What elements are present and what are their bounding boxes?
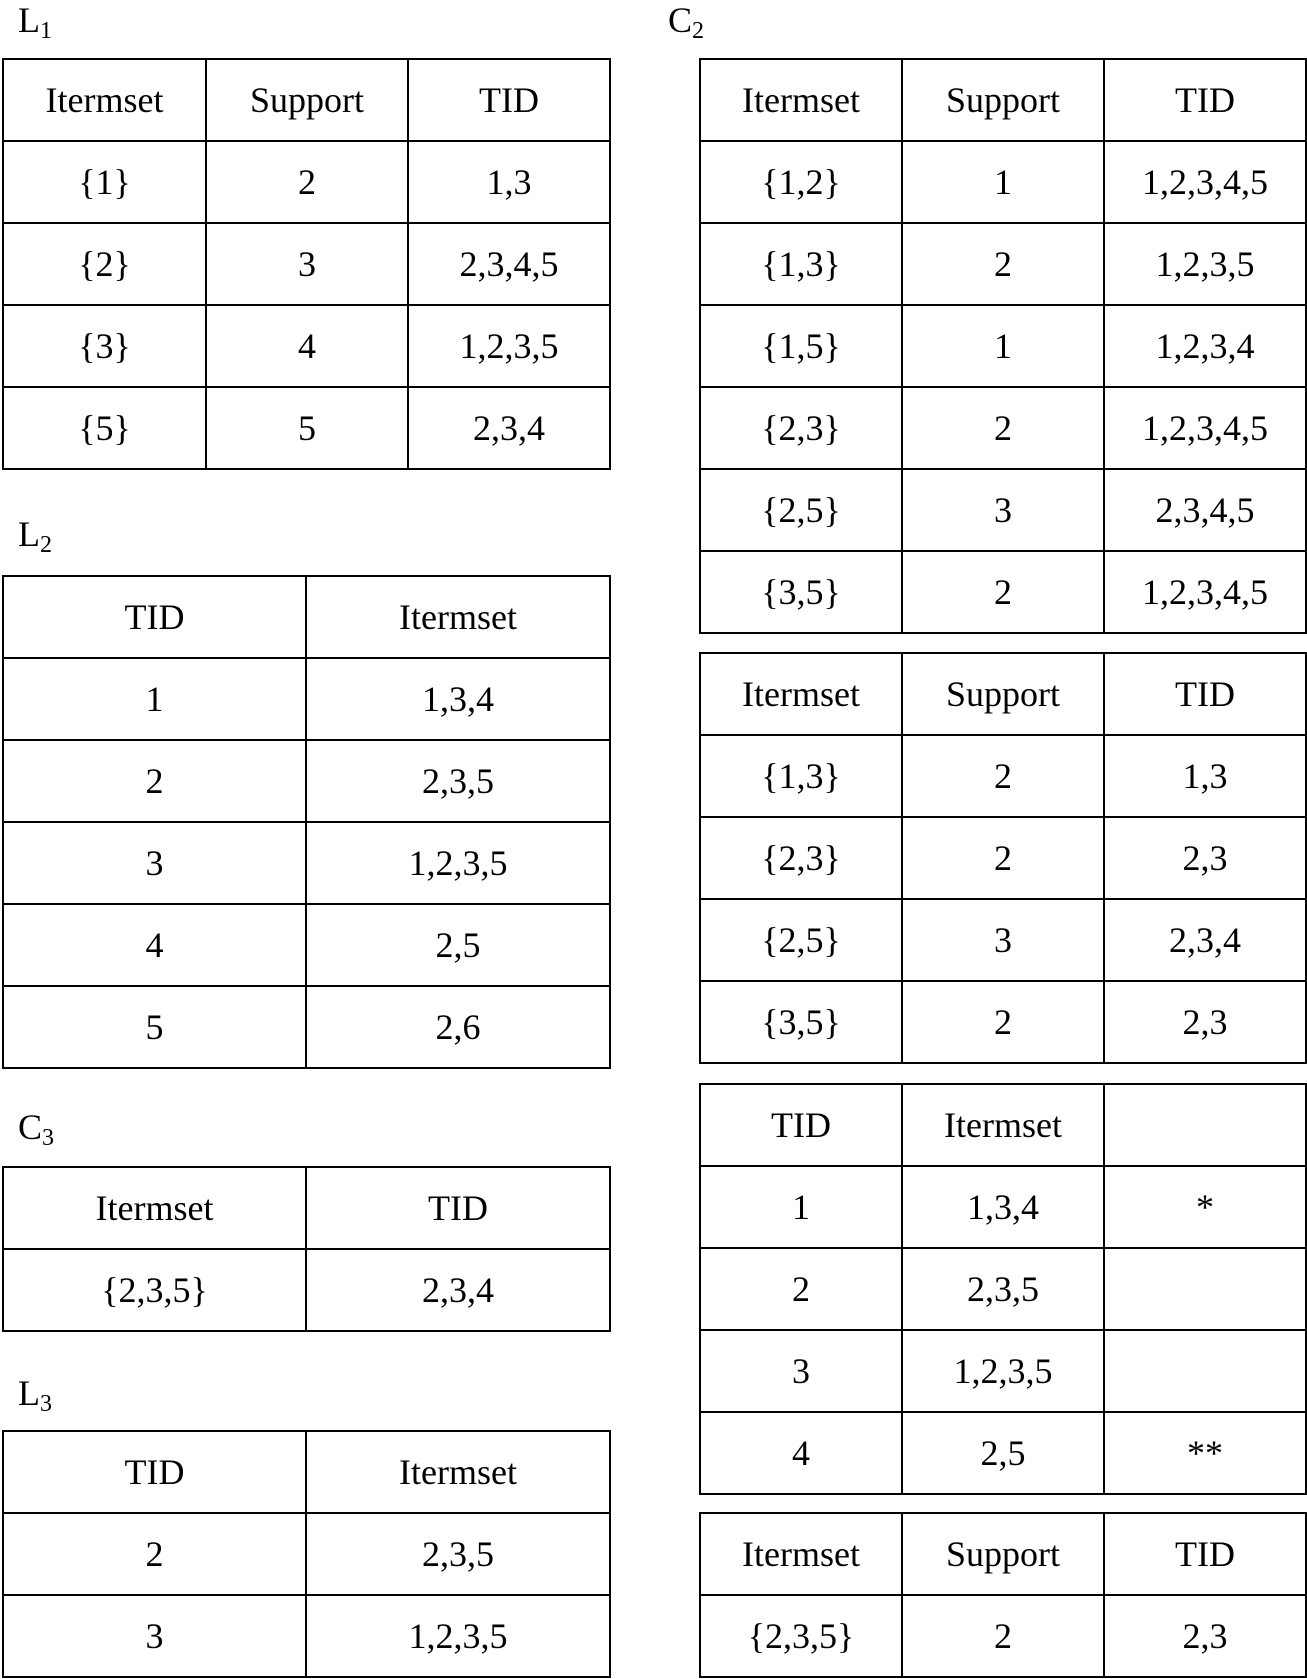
table-row bbox=[3, 822, 610, 904]
table-cell: 1,2,3,4,5 bbox=[1104, 387, 1306, 469]
table-row bbox=[700, 1248, 1306, 1330]
table-cell: 2,3,4,5 bbox=[408, 223, 610, 305]
header-cell: TID bbox=[306, 1167, 610, 1249]
table-l1 bbox=[2, 58, 611, 470]
table-cell: 1,2,3,5 bbox=[408, 305, 610, 387]
header-cell: Itermset bbox=[700, 59, 902, 141]
table-cell: 2,6 bbox=[306, 986, 610, 1068]
table-cell: 1,2,3,4 bbox=[1104, 305, 1306, 387]
table-cell: 1 bbox=[3, 658, 306, 740]
table-cell: 2 bbox=[902, 551, 1104, 633]
table-l3-support bbox=[699, 1512, 1307, 1678]
header-cell: Support bbox=[206, 59, 408, 141]
table-cell: 2 bbox=[902, 223, 1104, 305]
table-cell: * bbox=[1104, 1166, 1306, 1248]
table-row bbox=[3, 387, 610, 469]
header-cell: Itermset bbox=[902, 1084, 1104, 1166]
header-row bbox=[700, 653, 1306, 735]
table-l2 bbox=[2, 575, 611, 1069]
header-row bbox=[700, 59, 1306, 141]
table-cell: 1,3,4 bbox=[902, 1166, 1104, 1248]
table-cell: 1,2,3,4,5 bbox=[1104, 141, 1306, 223]
header-cell: TID bbox=[1104, 1513, 1306, 1595]
table-cell: 1,3 bbox=[408, 141, 610, 223]
table-cell: 2,3,4 bbox=[1104, 899, 1306, 981]
table-cell: 5 bbox=[206, 387, 408, 469]
header-cell: Itermset bbox=[700, 1513, 902, 1595]
header-cell: Support bbox=[902, 1513, 1104, 1595]
table-cell bbox=[1104, 1248, 1306, 1330]
header-row bbox=[3, 59, 610, 141]
table-cell: {1,3} bbox=[700, 735, 902, 817]
table-cell: {1,5} bbox=[700, 305, 902, 387]
table-cell: 2 bbox=[700, 1248, 902, 1330]
table-cell: {2,3,5} bbox=[3, 1249, 306, 1331]
header-cell: Itermset bbox=[700, 653, 902, 735]
table-cell: 1 bbox=[902, 141, 1104, 223]
table-cell: 2,3 bbox=[1104, 1595, 1306, 1677]
header-cell: Itermset bbox=[3, 59, 206, 141]
table-row bbox=[3, 223, 610, 305]
header-cell: TID bbox=[700, 1084, 902, 1166]
table-row bbox=[3, 986, 610, 1068]
table-row bbox=[3, 904, 610, 986]
table-cell: 2 bbox=[206, 141, 408, 223]
table-row bbox=[700, 981, 1306, 1063]
table-cell: 2,5 bbox=[902, 1412, 1104, 1494]
table-cell: 1,2,3,5 bbox=[306, 822, 610, 904]
table-cell: 1 bbox=[700, 1166, 902, 1248]
label-c2: $C_2$ bbox=[668, 0, 705, 44]
header-cell bbox=[1104, 1084, 1306, 1166]
table-row bbox=[3, 1595, 610, 1677]
header-row bbox=[700, 1513, 1306, 1595]
table-row bbox=[700, 1166, 1306, 1248]
table-cell: 1,3,4 bbox=[306, 658, 610, 740]
table-cell: 1,2,3,5 bbox=[306, 1595, 610, 1677]
table-row bbox=[3, 1513, 610, 1595]
table-cell: {1} bbox=[3, 141, 206, 223]
header-cell: TID bbox=[1104, 653, 1306, 735]
table-row bbox=[3, 740, 610, 822]
table-cell: 2 bbox=[902, 981, 1104, 1063]
header-row bbox=[3, 1431, 610, 1513]
header-cell: Support bbox=[902, 59, 1104, 141]
label-l2: $L_2$ bbox=[18, 514, 52, 558]
table-row bbox=[700, 469, 1306, 551]
header-cell: TID bbox=[1104, 59, 1306, 141]
table-row bbox=[700, 141, 1306, 223]
table-row bbox=[3, 1249, 610, 1331]
table-cell: {3,5} bbox=[700, 551, 902, 633]
table-cell: 2,3 bbox=[1104, 817, 1306, 899]
table-row bbox=[700, 1595, 1306, 1677]
table-cell bbox=[1104, 1330, 1306, 1412]
table-cell: 3 bbox=[700, 1330, 902, 1412]
table-row bbox=[700, 387, 1306, 469]
table-cell: 3 bbox=[902, 469, 1104, 551]
table-cell: 5 bbox=[3, 986, 306, 1068]
table-cell: 2,3,5 bbox=[902, 1248, 1104, 1330]
table-cell: 2,3 bbox=[1104, 981, 1306, 1063]
table-cell: 3 bbox=[3, 822, 306, 904]
table-cell: 3 bbox=[3, 1595, 306, 1677]
table-cell: 2 bbox=[902, 1595, 1104, 1677]
table-cell: {1,2} bbox=[700, 141, 902, 223]
table-row bbox=[700, 817, 1306, 899]
table-cell: 1,3 bbox=[1104, 735, 1306, 817]
table-cell: 3 bbox=[902, 899, 1104, 981]
table-cell: 2 bbox=[3, 740, 306, 822]
table-row bbox=[700, 899, 1306, 981]
table-cell: 4 bbox=[700, 1412, 902, 1494]
table-cell: 2,3,5 bbox=[306, 1513, 610, 1595]
header-cell: Itermset bbox=[3, 1167, 306, 1249]
header-cell: Itermset bbox=[306, 1431, 610, 1513]
table-tid-marked bbox=[699, 1083, 1307, 1495]
table-cell: 2,3,4 bbox=[408, 387, 610, 469]
table-cell: 4 bbox=[3, 904, 306, 986]
header-row bbox=[700, 1084, 1306, 1166]
table-cell: {2} bbox=[3, 223, 206, 305]
table-cell: 2 bbox=[902, 735, 1104, 817]
table-cell: 4 bbox=[206, 305, 408, 387]
table-cell: 1,2,3,4,5 bbox=[1104, 551, 1306, 633]
table-cell: 2 bbox=[902, 387, 1104, 469]
table-row bbox=[700, 735, 1306, 817]
table-cell: {3} bbox=[3, 305, 206, 387]
table-row bbox=[700, 223, 1306, 305]
table-c2 bbox=[699, 58, 1307, 634]
table-cell: 1,2,3,5 bbox=[1104, 223, 1306, 305]
table-cell: 1,2,3,5 bbox=[902, 1330, 1104, 1412]
table-cell: 2,3,4 bbox=[306, 1249, 610, 1331]
table-cell: 2 bbox=[3, 1513, 306, 1595]
table-cell: {5} bbox=[3, 387, 206, 469]
table-row bbox=[700, 1412, 1306, 1494]
table-cell: {2,3} bbox=[700, 817, 902, 899]
header-cell: TID bbox=[3, 1431, 306, 1513]
header-cell: TID bbox=[408, 59, 610, 141]
table-c2-filtered bbox=[699, 652, 1307, 1064]
table-cell: {3,5} bbox=[700, 981, 902, 1063]
header-cell: Itermset bbox=[306, 576, 610, 658]
table-c3 bbox=[2, 1166, 611, 1332]
header-row bbox=[3, 576, 610, 658]
table-cell: 2,3,4,5 bbox=[1104, 469, 1306, 551]
table-cell: 3 bbox=[206, 223, 408, 305]
table-cell: 2 bbox=[902, 817, 1104, 899]
table-row bbox=[700, 1330, 1306, 1412]
table-row bbox=[700, 551, 1306, 633]
table-cell: 2,3,5 bbox=[306, 740, 610, 822]
table-row bbox=[700, 305, 1306, 387]
label-c3: $C_3$ bbox=[18, 1107, 55, 1151]
header-row bbox=[3, 1167, 610, 1249]
header-cell: Support bbox=[902, 653, 1104, 735]
table-cell: {2,3,5} bbox=[700, 1595, 902, 1677]
label-l3: $L_3$ bbox=[18, 1373, 52, 1417]
table-cell: {2,5} bbox=[700, 469, 902, 551]
table-row bbox=[3, 305, 610, 387]
table-cell: 1 bbox=[902, 305, 1104, 387]
label-l1: $L_1$ bbox=[18, 0, 52, 44]
header-cell: TID bbox=[3, 576, 306, 658]
table-l3 bbox=[2, 1430, 611, 1678]
table-row bbox=[3, 658, 610, 740]
table-row bbox=[3, 141, 610, 223]
table-cell: 2,5 bbox=[306, 904, 610, 986]
table-cell: ** bbox=[1104, 1412, 1306, 1494]
table-cell: {1,3} bbox=[700, 223, 902, 305]
table-cell: {2,3} bbox=[700, 387, 902, 469]
table-cell: {2,5} bbox=[700, 899, 902, 981]
